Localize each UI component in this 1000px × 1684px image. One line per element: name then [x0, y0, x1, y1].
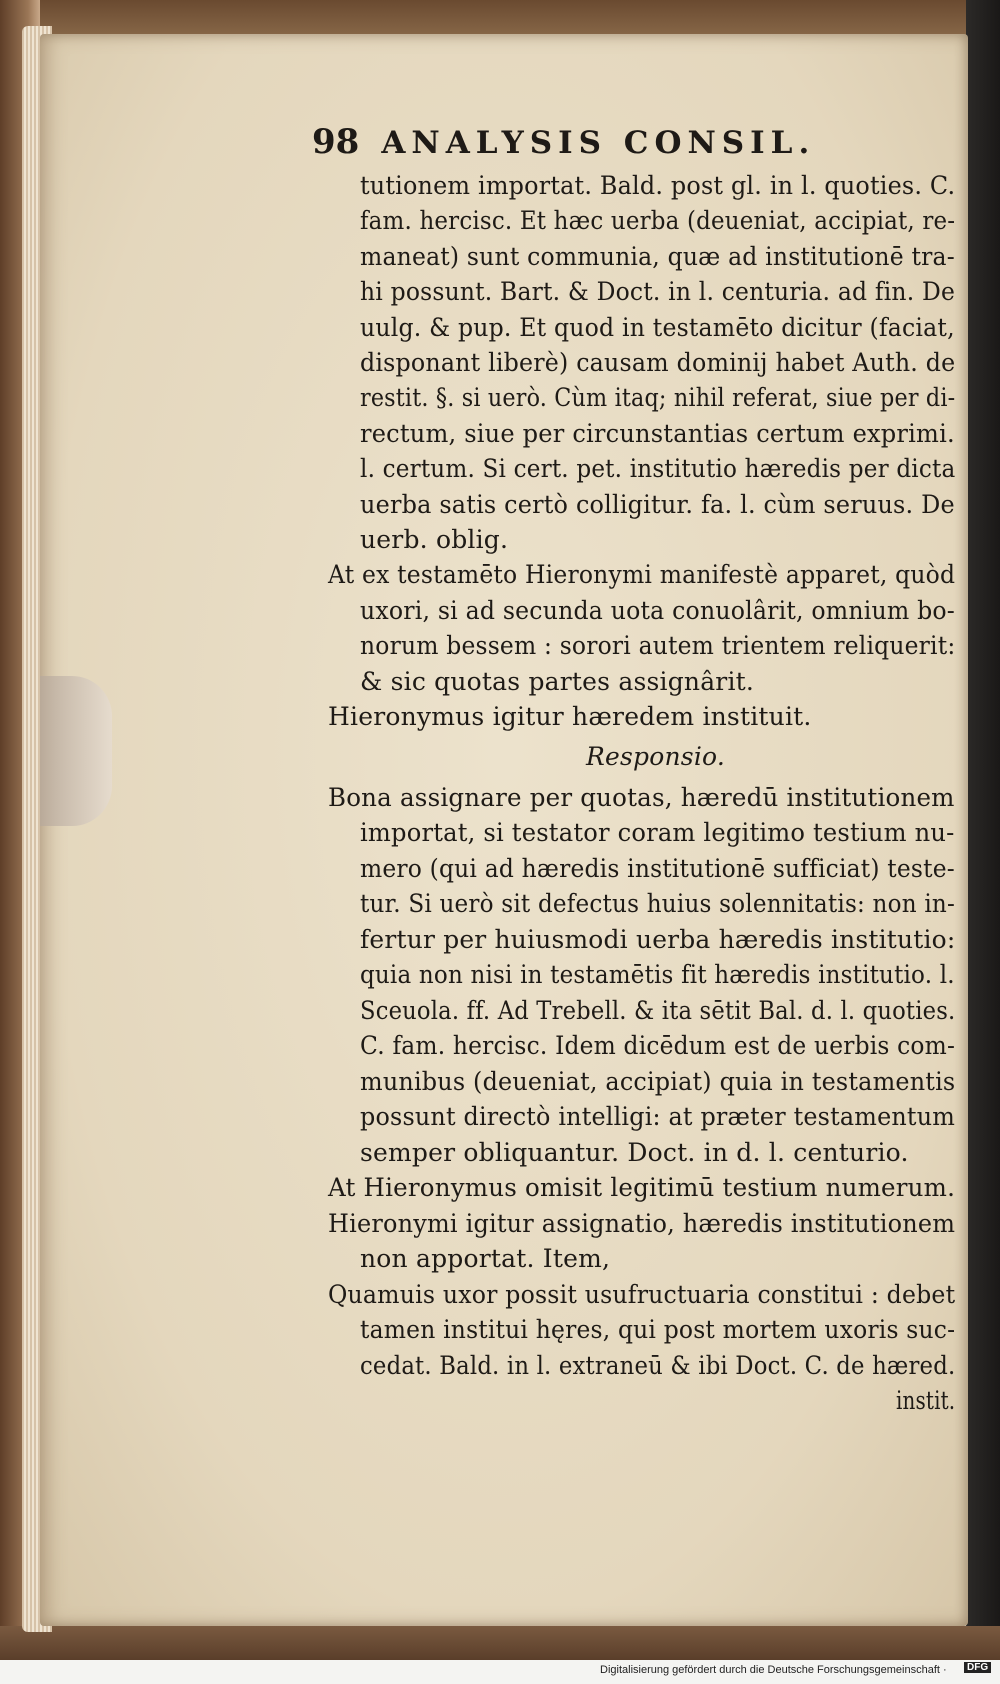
text-line: uxori, si ad secunda uota conuolârit, omnium bo-	[360, 596, 955, 625]
text-line: disponant liberè) causam dominij habet Auth. de	[360, 348, 956, 377]
text-line: munibus (deueniat, accipiat) quia in testamentis	[360, 1067, 956, 1096]
page-number: 98	[312, 122, 360, 162]
text-line: l. certum. Si cert. pet. institutio hæredis per dicta	[360, 454, 956, 483]
text-line: tur. Si uerò sit defectus huius solennitatis: non in-	[360, 889, 955, 918]
text-line: & sic quotas partes assignârit.	[360, 667, 755, 696]
text-line: tutionem importat. Bald. post gl. in l. quoties. C.	[360, 171, 956, 200]
text-line: quia non nisi in testamētis fit hæredis institutio. l.	[360, 960, 955, 989]
text-line: Quamuis uxor possit usufructuaria constitui : debet	[328, 1280, 956, 1309]
text-line: uerba satis certò colligitur. fa. l. cùm seruus. De	[360, 490, 955, 519]
text-line: importat, si testator coram legitimo testium nu-	[360, 818, 955, 847]
text-line: mero (qui ad hæredis institutionē sufficiat) teste-	[360, 854, 955, 883]
text-line: possunt directò intelligi: at præter testamentum	[360, 1102, 956, 1131]
text-line: cedat. Bald. in l. extraneū & ibi Doct. C. de hæred.	[360, 1351, 956, 1380]
dfg-logo: DFG	[964, 1662, 991, 1673]
section-heading: Responsio.	[586, 742, 725, 771]
text-line: norum bessem : sorori autem trientem reliquerit:	[360, 631, 956, 660]
text-line: At ex testamēto Hieronymi manifestè apparet, quòd	[328, 560, 956, 589]
book-cover-bottom-edge	[0, 1626, 1000, 1660]
text-line: At Hieronymus omisit legitimū testium numerum.	[328, 1173, 956, 1202]
text-line: hi possunt. Bart. & Doct. in l. centuria. ad fin. De	[360, 277, 956, 306]
text-line: uulg. & pup. Et quod in testamēto dicitur (faciat,	[360, 313, 955, 342]
text-line: C. fam. hercisc. Idem dicēdum est de uerbis com-	[360, 1031, 956, 1060]
text-line: Bona assignare per quotas, hæredū institutionem	[328, 783, 955, 812]
text-line: Hieronymus igitur hæredem instituit.	[328, 702, 812, 731]
text-line: rectum, siue per circunstantias certum exprimi.	[360, 419, 955, 448]
text-line: Hieronymi igitur assignatio, hæredis institutionem	[328, 1209, 956, 1238]
catchword: instit.	[896, 1386, 956, 1415]
text-line: fam. hercisc. Et hæc uerba (deueniat, accipiat, re-	[360, 206, 956, 235]
text-line: tamen institui hęres, qui post mortem uxoris suc-	[360, 1315, 956, 1344]
book-cover-right-edge	[966, 0, 1000, 1650]
text-line: Sceuola. ff. Ad Trebell. & ita sētit Bal. d. l. quoties.	[360, 996, 956, 1025]
digitization-credit: Digitalisierung gefördert durch die Deutsche Forschungsgemeinschaft ·	[600, 1664, 947, 1676]
text-line: fertur per huiusmodi uerba hæredis institutio:	[360, 925, 956, 954]
text-line: semper obliquantur. Doct. in d. l. centurio.	[360, 1138, 909, 1167]
text-line: uerb. oblig.	[360, 525, 509, 554]
thumb-tab	[40, 676, 112, 826]
header-title: ANALYSIS CONSIL.	[381, 125, 816, 161]
text-line: non apportat. Item,	[360, 1244, 611, 1273]
running-header	[312, 122, 815, 162]
text-line: maneat) sunt communia, quæ ad institutionē tra-	[360, 242, 955, 271]
text-line: restit. §. si uerò. Cùm itaq; nihil referat, siue per di-	[360, 383, 956, 412]
